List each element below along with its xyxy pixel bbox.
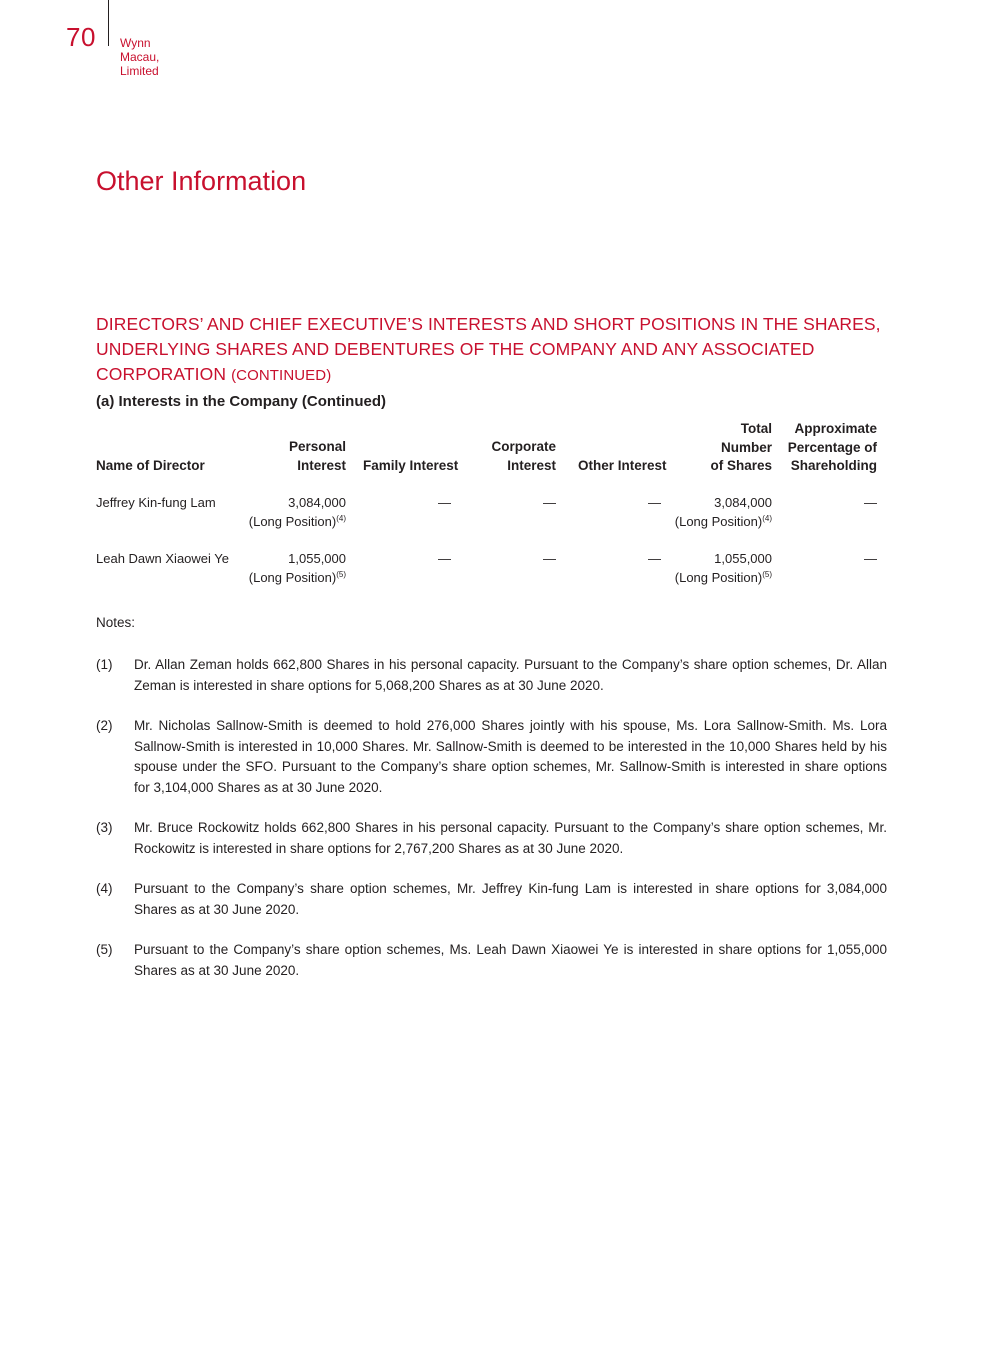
family-interest-value: — bbox=[438, 495, 451, 510]
section-heading-text: DIRECTORS’ AND CHIEF EXECUTIVE’S INTERESTS AND SHORT POSITIONS IN THE SHARES, UNDERLYING SHARES AND DEBENTURES OF THE COMPANY AND ANY ASSOCIATED CORPORATION bbox=[96, 314, 881, 384]
header-pct-line2: Percentage of bbox=[787, 439, 877, 455]
note-number: (5) bbox=[96, 942, 113, 957]
page-title: Other Information bbox=[96, 166, 307, 196]
percentage-value: — bbox=[864, 551, 877, 566]
note-text: Mr. Bruce Rockowitz holds 662,800 Shares in his personal capacity. Pursuant to the Company’s share option schemes, Mr. Rockowitz is interested in share options for 2,767,200 Shares as at 30 June 2020. bbox=[134, 820, 887, 856]
note-number: (1) bbox=[96, 657, 113, 672]
notes-label: Notes: bbox=[96, 615, 136, 630]
header-other-interest: Other Interest bbox=[578, 458, 667, 473]
personal-interest-cell bbox=[249, 550, 346, 587]
header-corporate-line1: Corporate bbox=[491, 439, 556, 454]
total-shares-cell bbox=[675, 494, 772, 531]
note-number: (3) bbox=[96, 820, 113, 835]
note-item bbox=[96, 716, 887, 798]
other-interest-value: — bbox=[648, 495, 661, 510]
note-ref: (5) bbox=[762, 569, 772, 579]
section-heading bbox=[96, 312, 896, 388]
total-shares-cell bbox=[675, 550, 772, 587]
corporate-interest-value: — bbox=[543, 551, 556, 566]
note-text: Pursuant to the Company’s share option schemes, Ms. Leah Dawn Xiaowei Ye is interested in share options for 1,055,000 Shares as at 30 June 2020. bbox=[134, 942, 887, 978]
personal-position bbox=[249, 569, 346, 588]
header-name-of-director: Name of Director bbox=[96, 458, 205, 473]
note-ref: (4) bbox=[762, 513, 772, 523]
header-pct-line1: Approximate bbox=[794, 421, 877, 436]
header-pct-line3: Shareholding bbox=[790, 458, 877, 473]
family-interest-value: — bbox=[438, 551, 451, 566]
total-shares-value: 1,055,000 bbox=[714, 551, 772, 566]
total-position bbox=[675, 513, 772, 532]
director-name: Leah Dawn Xiaowei Ye bbox=[96, 551, 229, 566]
header-family-interest: Family Interest bbox=[363, 458, 459, 473]
header-total-line3: of Shares bbox=[710, 458, 772, 473]
position-label: (Long Position) bbox=[674, 513, 763, 529]
header-corporate-line2: Interest bbox=[507, 457, 556, 473]
header-approx-percentage bbox=[788, 420, 877, 476]
header-total-number bbox=[710, 420, 772, 476]
header-divider bbox=[108, 0, 109, 46]
note-number: (2) bbox=[96, 718, 113, 733]
total-position bbox=[675, 569, 772, 588]
header-total-line2: Number bbox=[720, 439, 772, 455]
position-label: (Long Position) bbox=[248, 513, 337, 529]
percentage-value: — bbox=[864, 495, 877, 510]
note-ref: (5) bbox=[336, 569, 346, 579]
sub-heading: (a) Interests in the Company (Continued) bbox=[96, 393, 387, 410]
header-personal-interest bbox=[289, 438, 346, 475]
note-item bbox=[96, 879, 887, 920]
note-text: Dr. Allan Zeman holds 662,800 Shares in his personal capacity. Pursuant to the Company’s share option schemes, Dr. Allan Zeman is interested in share options for 5,068,200 Shares as at 30 June 2020. bbox=[134, 657, 887, 693]
header-personal-line1: Personal bbox=[288, 439, 346, 454]
director-name: Jeffrey Kin-fung Lam bbox=[96, 495, 216, 510]
note-text: Mr. Nicholas Sallnow-Smith is deemed to hold 276,000 Shares jointly with his spouse, Ms. Lora Sallnow-Smith. Ms. Lora Sallnow-Smith is interested in 10,000 Shares. Mr. Sallnow-Smith is deemed to be interested in the 10,000 Shares held by his spouse under the SFO. Pursuant to the Company’s share option schemes, Mr. Sallnow-Smith is interested in share options for 3,104,000 Shares as at 30 June 2020. bbox=[134, 718, 887, 795]
total-shares-value: 3,084,000 bbox=[714, 495, 772, 510]
position-label: (Long Position) bbox=[248, 569, 337, 585]
note-item bbox=[96, 818, 887, 859]
header-total-line1: Total bbox=[740, 421, 772, 436]
position-label: (Long Position) bbox=[674, 569, 763, 585]
section-heading-suffix: (CONTINUED) bbox=[231, 367, 332, 384]
personal-position bbox=[249, 513, 346, 532]
note-number: (4) bbox=[96, 881, 113, 896]
header-personal-line2: Interest bbox=[297, 457, 346, 473]
personal-interest-value: 3,084,000 bbox=[288, 495, 346, 510]
note-item bbox=[96, 655, 887, 696]
note-item bbox=[96, 940, 887, 981]
personal-interest-value: 1,055,000 bbox=[288, 551, 346, 566]
other-interest-value: — bbox=[648, 551, 661, 566]
page-number: 70 bbox=[66, 22, 96, 52]
personal-interest-cell bbox=[249, 494, 346, 531]
company-name: Wynn Macau, Limited bbox=[120, 36, 160, 78]
note-text: Pursuant to the Company’s share option schemes, Mr. Jeffrey Kin-fung Lam is interested in share options for 3,084,000 Shares as at 30 June 2020. bbox=[134, 881, 887, 917]
header-corporate-interest bbox=[491, 438, 556, 475]
note-ref: (4) bbox=[336, 513, 346, 523]
corporate-interest-value: — bbox=[543, 495, 556, 510]
